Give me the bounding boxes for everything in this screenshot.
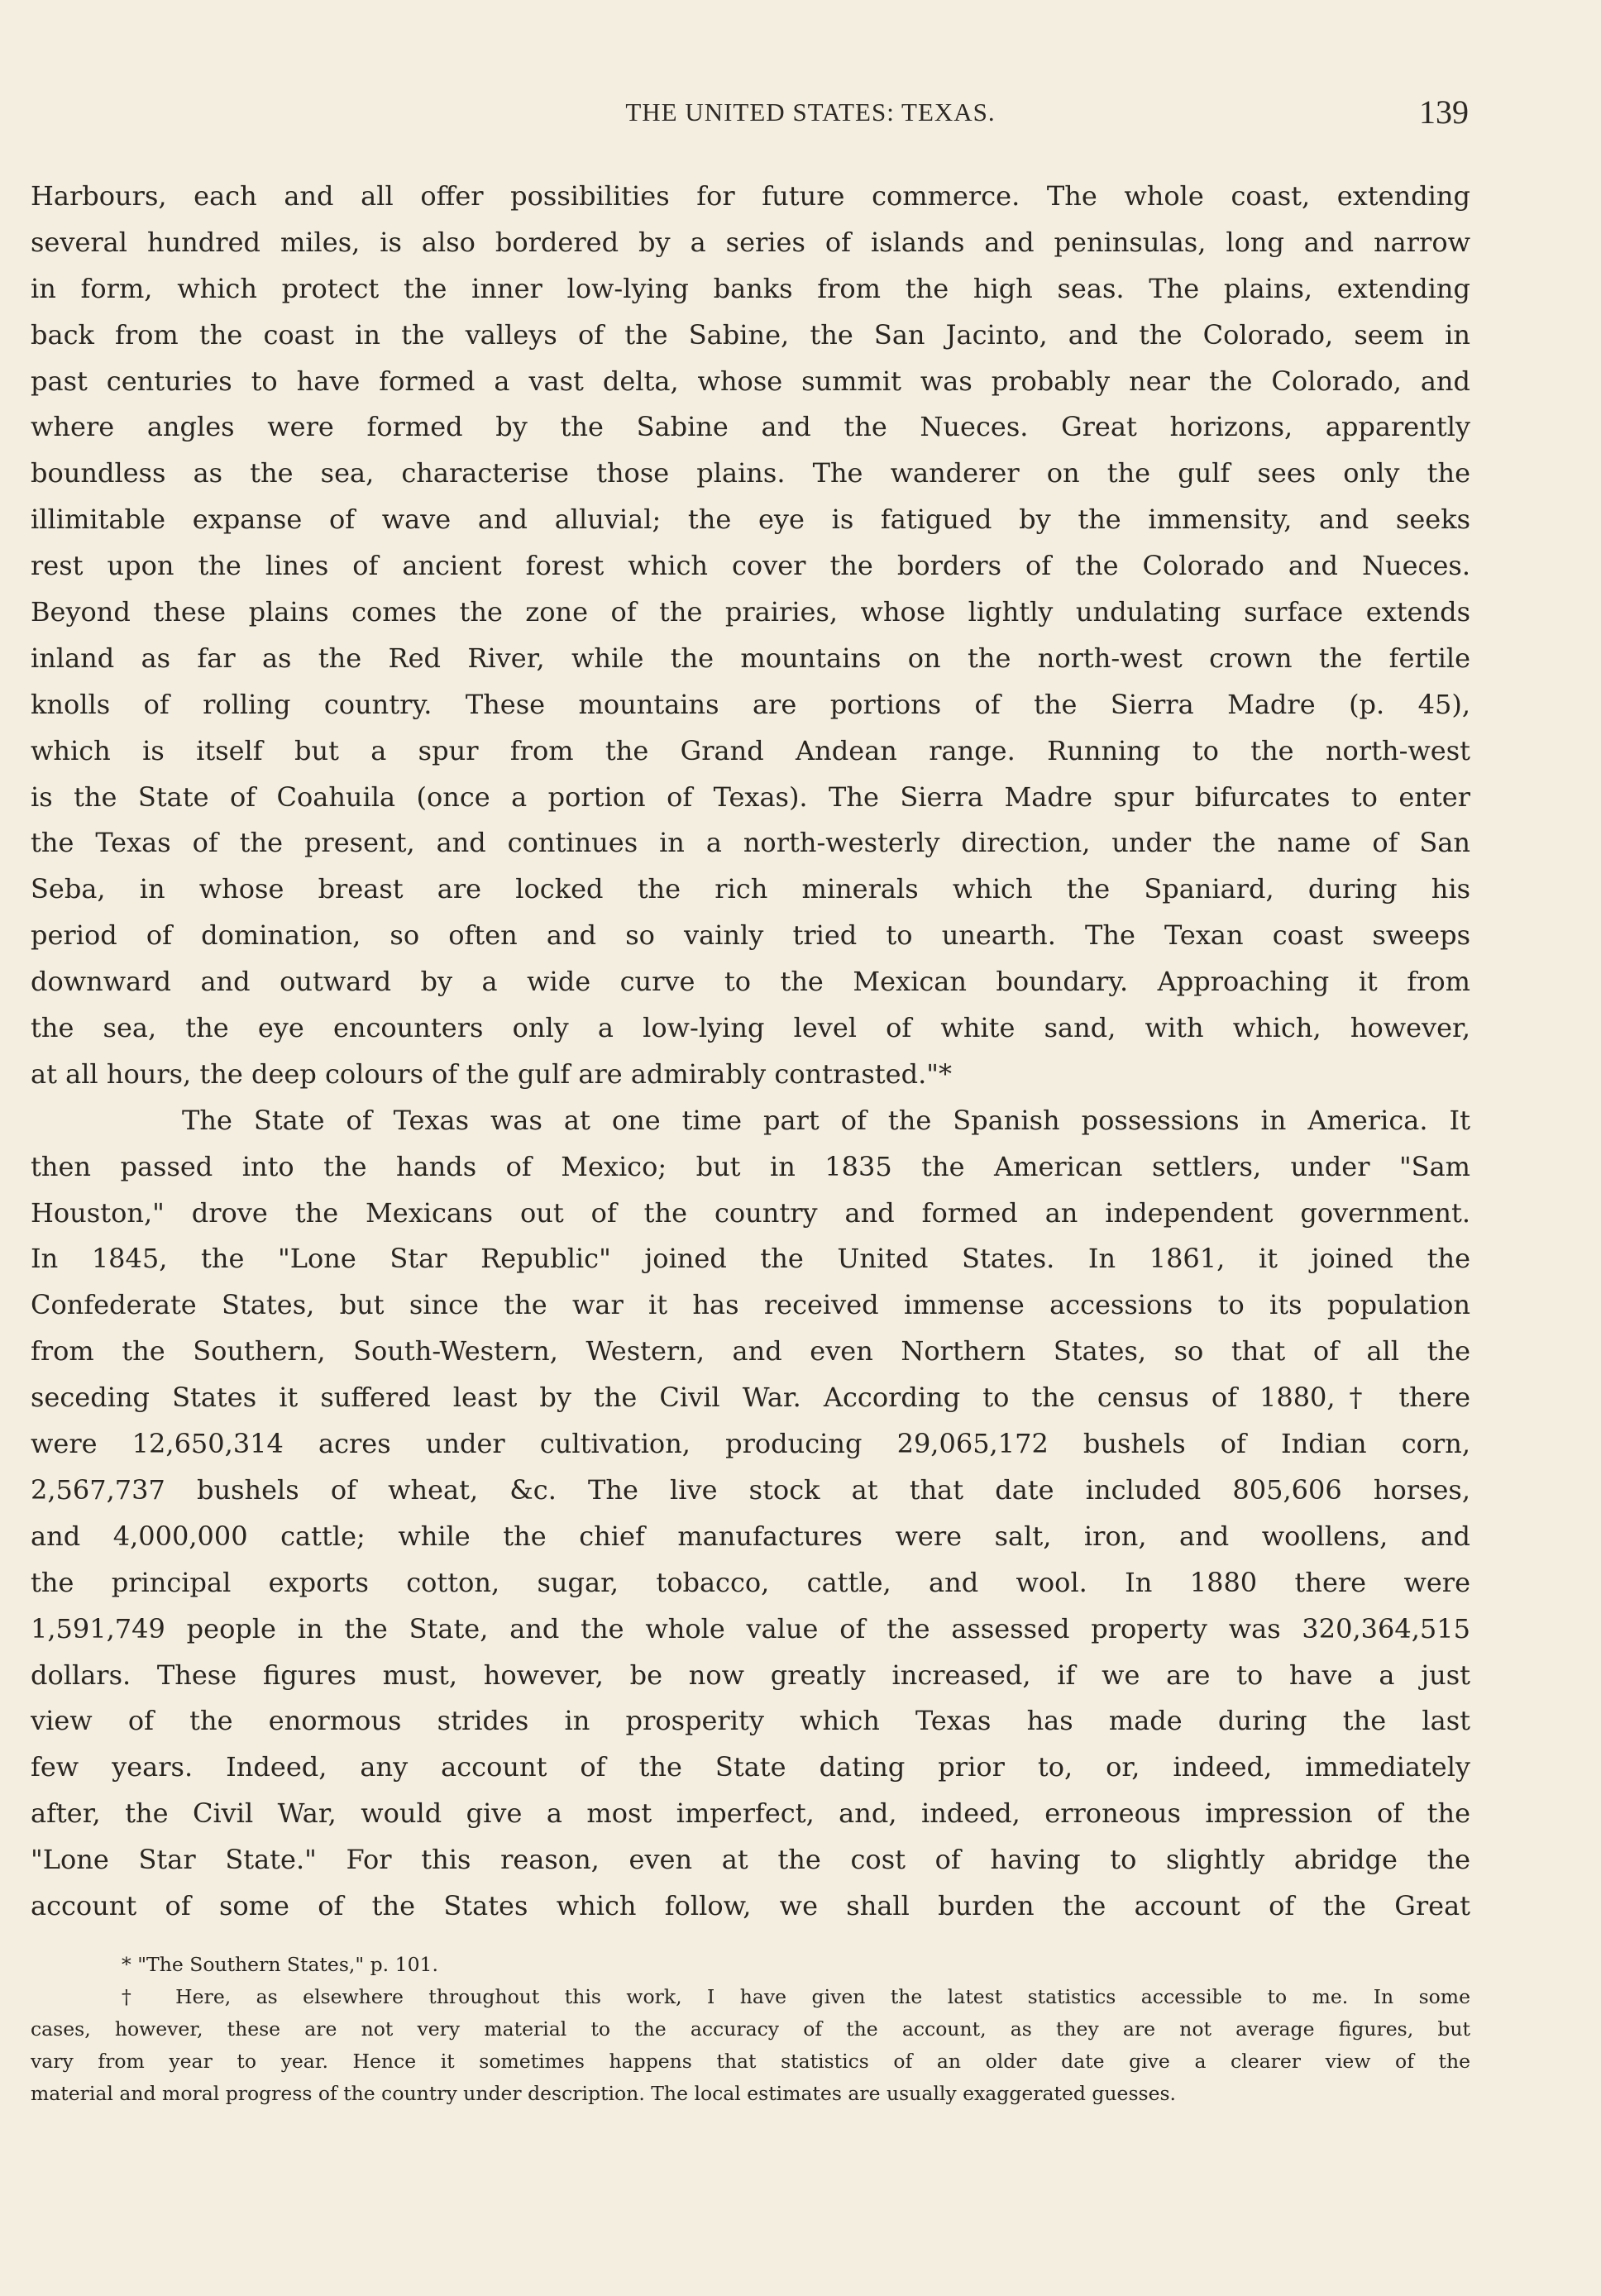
text-line: inland as far as the Red River, while the mountains on the north-west crown the fertile [31, 642, 1470, 674]
paragraph-end-line: at all hours, the deep colours of the gulf are admirably contrasted."* [31, 1057, 952, 1090]
text-line: where angles were formed by the Sabine and the Nueces. Great horizons, apparently [31, 411, 1470, 443]
text-line: were 12,650,314 acres under cultivation, producing 29,065,172 bushels of Indian corn, [31, 1428, 1470, 1460]
footnote-line: vary from year to year. Hence it sometimes happens that statistics of an older date give a clearer view of the [31, 2050, 1470, 2073]
text-line: seceding States it suffered least by the Civil War. According to the census of 1880,† there [31, 1382, 1470, 1414]
text-line: then passed into the hands of Mexico; but in 1835 the American settlers, under "Sam [31, 1150, 1470, 1182]
text-line: the principal exports cotton, sugar, tobacco, cattle, and wool. In 1880 there were [31, 1566, 1470, 1598]
text-line: Seba, in whose breast are locked the rich minerals which the Spaniard, during his [31, 873, 1470, 905]
text-line: dollars. These figures must, however, be now greatly increased, if we are to have a just [31, 1659, 1470, 1691]
text-line: view of the enormous strides in prosperity which Texas has made during the last [31, 1705, 1470, 1737]
footnote-line: cases, however, these are not very material to the accuracy of the account, as they are not average figures, but [31, 2017, 1470, 2041]
text-line: In 1845, the "Lone Star Republic" joined the United States. In 1861, it joined the [31, 1243, 1470, 1275]
text-line: and 4,000,000 cattle; while the chief manufactures were salt, iron, and woollens, and [31, 1520, 1470, 1552]
text-line: after, the Civil War, would give a most imperfect, and, indeed, erroneous impression of the [31, 1797, 1470, 1830]
footnote-dagger: † Here, as elsewhere throughout this work, I have given the latest statistics accessible to me. In some [122, 1985, 1470, 2008]
text-line: 2,567,737 bushels of wheat, &c. The live stock at that date included 805,606 horses, [31, 1473, 1470, 1506]
text-line: Houston," drove the Mexicans out of the country and formed an independent government. [31, 1196, 1470, 1229]
text-line: Confederate States, but since the war it has received immense accessions to its population [31, 1289, 1470, 1321]
footnote-star: * "The Southern States," p. 101. [122, 1953, 438, 1976]
text-line: rest upon the lines of ancient forest which cover the borders of the Colorado and Nueces. [31, 550, 1470, 582]
text-line: downward and outward by a wide curve to the Mexican boundary. Approaching it from [31, 966, 1470, 998]
text-line: "Lone Star State." For this reason, even at the cost of having to slightly abridge the [31, 1844, 1470, 1876]
text-line: from the Southern, South-Western, Western, and even Northern States, so that of all the [31, 1335, 1470, 1368]
text-line: the sea, the eye encounters only a low-lying level of white sand, with which, however, [31, 1012, 1470, 1044]
paragraph-start-line: The State of Texas was at one time part of the Spanish possessions in America. It [182, 1104, 1470, 1136]
page-number: 139 [1419, 93, 1469, 131]
text-line: few years. Indeed, any account of the State dating prior to, or, indeed, immediately [31, 1751, 1470, 1783]
footnote-line: material and moral progress of the country under description. The local estimates are usually exaggerated guesses. [31, 2082, 1177, 2105]
text-line: Beyond these plains comes the zone of the prairies, whose lightly undulating surface extends [31, 596, 1470, 628]
text-line: several hundred miles, is also bordered by a series of islands and peninsulas, long and narrow [31, 226, 1470, 258]
text-line: 1,591,749 people in the State, and the whole value of the assessed property was 320,364,515 [31, 1612, 1470, 1644]
text-line: which is itself but a spur from the Grand Andean range. Running to the north-west [31, 734, 1470, 766]
text-line: is the State of Coahuila (once a portion of Texas). The Sierra Madre spur bifurcates to enter [31, 780, 1470, 813]
body-text [31, 174, 1470, 1930]
text-line: in form, which protect the inner low-lying banks from the high seas. The plains, extending [31, 272, 1470, 304]
text-line: Harbours, each and all offer possibilities for future commerce. The whole coast, extending [31, 180, 1470, 212]
footnotes [31, 1949, 1470, 2110]
text-line: boundless as the sea, characterise those plains. The wanderer on the gulf sees only the [31, 457, 1470, 489]
text-line: illimitable expanse of wave and alluvial; the eye is fatigued by the immensity, and seeks [31, 504, 1470, 536]
text-line: the Texas of the present, and continues in a north-westerly direction, under the name of San [31, 827, 1470, 859]
text-line: account of some of the States which follow, we shall burden the account of the Great [31, 1889, 1470, 1921]
text-line: period of domination, so often and so vainly tried to unearth. The Texan coast sweeps [31, 919, 1470, 952]
text-line: back from the coast in the valleys of the Sabine, the San Jacinto, and the Colorado, seem in [31, 318, 1470, 351]
running-head: THE UNITED STATES: TEXAS. [625, 98, 996, 126]
text-line: past centuries to have formed a vast delta, whose summit was probably near the Colorado, and [31, 365, 1470, 397]
text-line: knolls of rolling country. These mountains are portions of the Sierra Madre (p. 45), [31, 688, 1470, 720]
